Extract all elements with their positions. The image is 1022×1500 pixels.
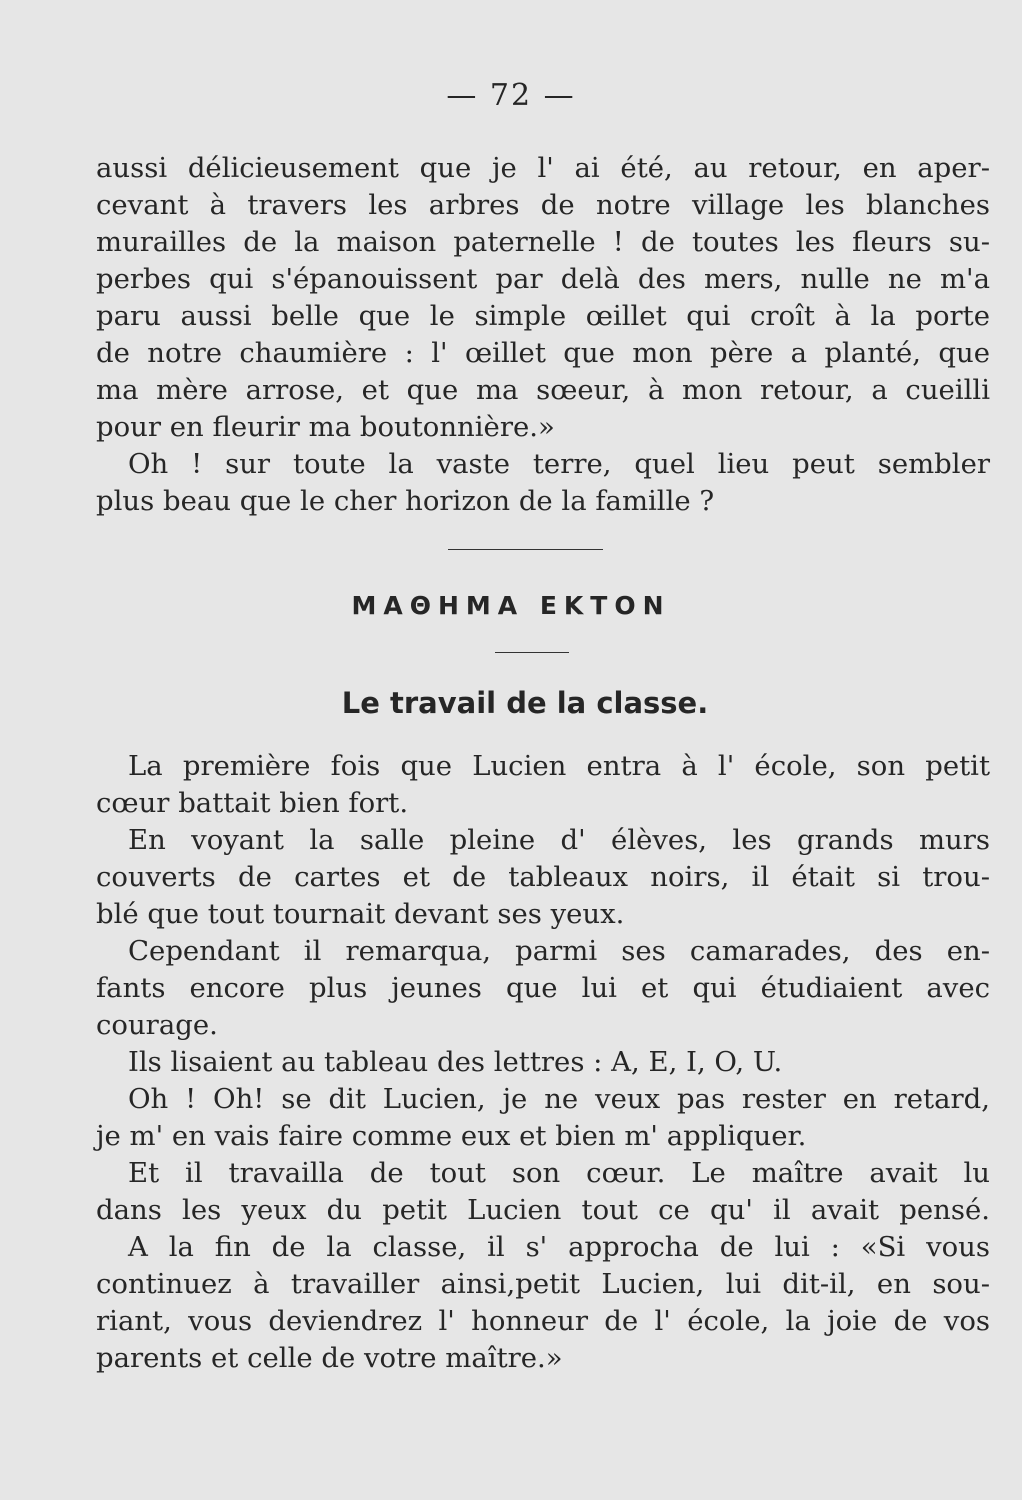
text-line: Oh ! sur toute la vaste terre, quel lieu peut sembler <box>128 448 990 480</box>
text-line: continuez à travailler ainsi,petit Lucien, lui dit-il, en sou- <box>96 1268 990 1300</box>
text-line: Cependant il remarqua, parmi ses camarades, des en- <box>128 935 990 967</box>
text-line: La première fois que Lucien entra à l' école, son petit <box>128 750 990 782</box>
lesson-title: Le travail de la classe. <box>341 686 709 720</box>
text-line: perbes qui s'épanouissent par delà des mers, nulle ne m'a <box>96 263 990 295</box>
text-line: de notre chaumière : l' œillet que mon père a planté, que <box>96 337 990 369</box>
lesson-heading: ΜΑΘΗΜΑ ΕΚΤΟΝ <box>351 591 671 620</box>
text-line: couverts de cartes et de tableaux noirs, il était si trou- <box>96 861 990 893</box>
text-line: plus beau que le cher horizon de la famille ? <box>96 485 715 517</box>
text-line: Oh ! Oh! se dit Lucien, je ne veux pas rester en retard, <box>128 1083 990 1115</box>
text-line: A la fin de la classe, il s' approcha de lui : «Si vous <box>128 1231 990 1263</box>
text-line: cevant à travers les arbres de notre village les blanches <box>96 189 990 221</box>
text-line: paru aussi belle que le simple œillet qui croît à la porte <box>96 300 990 332</box>
text-line: En voyant la salle pleine d' élèves, les grands murs <box>128 824 990 856</box>
text-line: Ils lisaient au tableau des lettres : A, E, I, O, U. <box>128 1046 783 1078</box>
text-line: blé que tout tournait devant ses yeux. <box>96 898 625 930</box>
text-line: cœur battait bien fort. <box>96 787 409 819</box>
heading-divider <box>495 652 569 653</box>
text-line: pour en fleurir ma boutonnière.» <box>96 411 555 443</box>
text-line: ma mère arrose, et que ma sœeur, à mon retour, a cueilli <box>96 374 990 406</box>
text-line: je m' en vais faire comme eux et bien m' appliquer. <box>96 1120 807 1152</box>
text-line: aussi délicieusement que je l' ai été, au retour, en aper- <box>96 152 990 184</box>
text-line: Et il travailla de tout son cœur. Le maître avait lu <box>128 1157 990 1189</box>
text-line: dans les yeux du petit Lucien tout ce qu' il avait pensé. <box>96 1194 990 1226</box>
text-line: murailles de la maison paternelle ! de toutes les fleurs su- <box>96 226 990 258</box>
section-divider <box>448 549 603 550</box>
text-line: parents et celle de votre maître.» <box>96 1342 563 1374</box>
page-number: — 72 — <box>446 78 576 113</box>
text-line: riant, vous deviendrez l' honneur de l' école, la joie de vos <box>96 1305 990 1337</box>
text-line: fants encore plus jeunes que lui et qui étudiaient avec <box>96 972 990 1004</box>
text-line: courage. <box>96 1009 218 1041</box>
lesson-text <box>96 748 990 1377</box>
previous-lesson-text <box>96 150 990 520</box>
